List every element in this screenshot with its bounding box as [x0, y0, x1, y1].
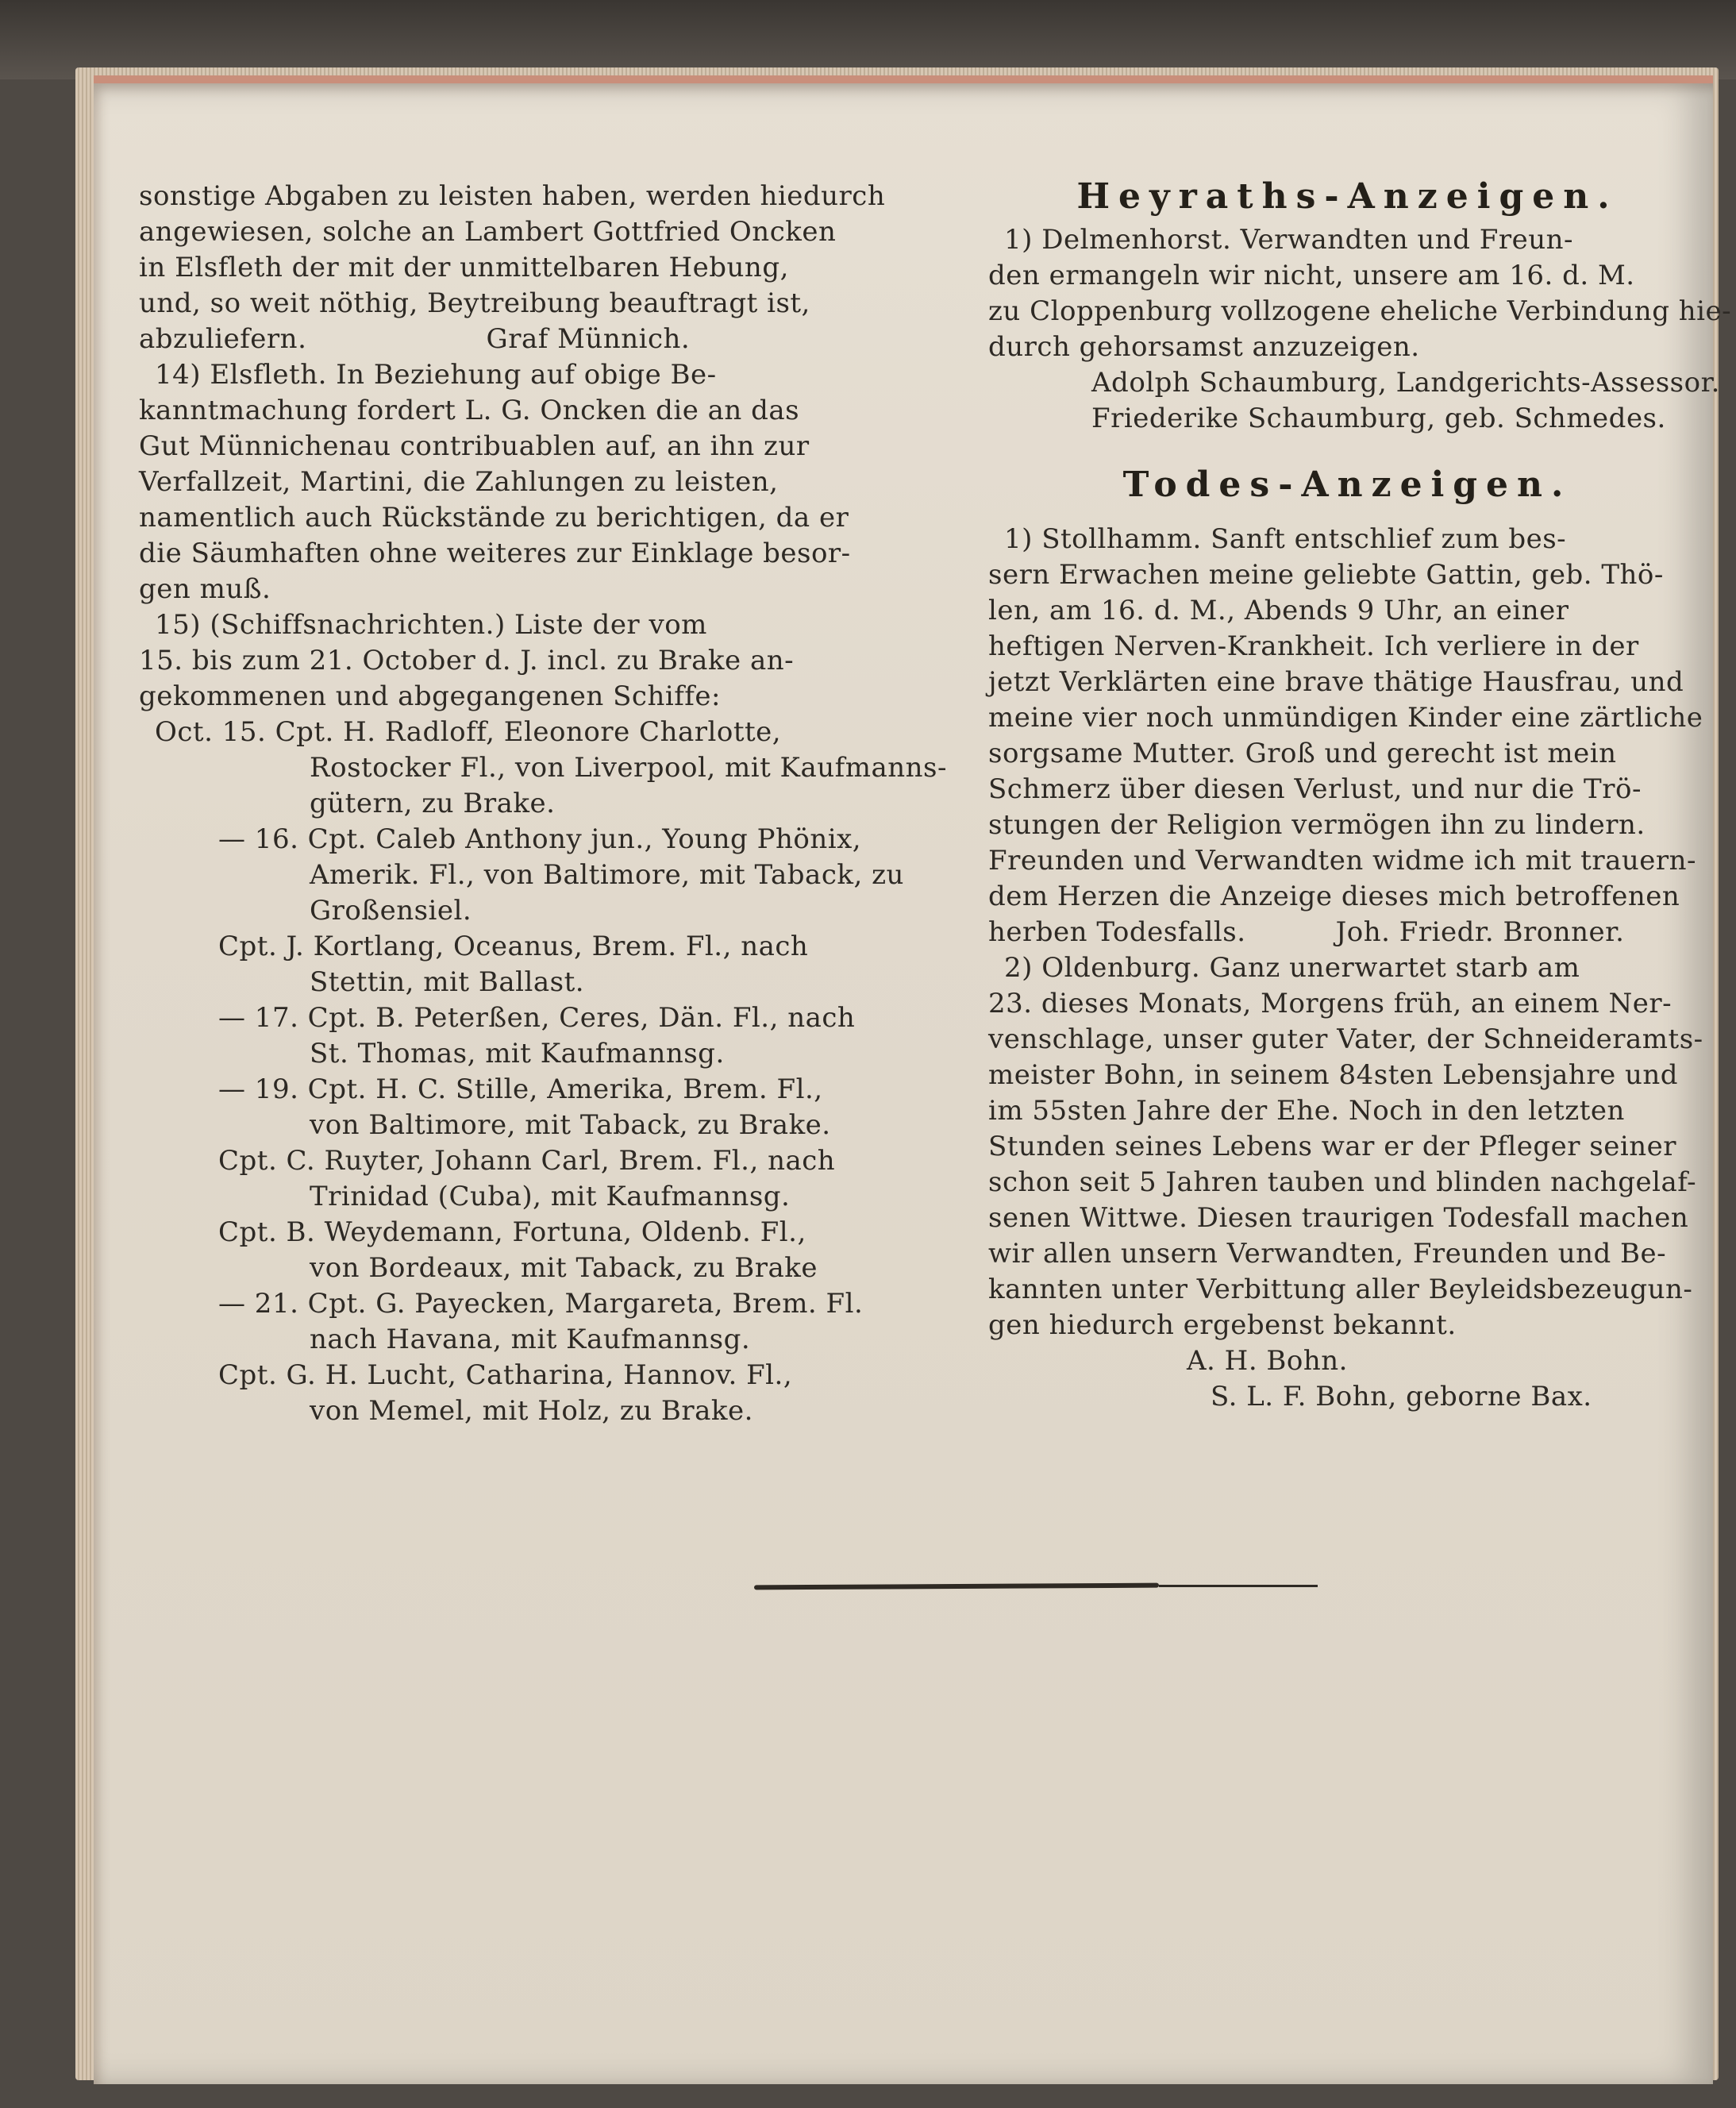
- death-notice-2: [988, 950, 1707, 1415]
- signature-line: Adolph Schaumburg, Landgerichts-Assessor.: [1091, 367, 1720, 399]
- ship-entry-line: Amerik. Fl., von Baltimore, mit Taback, zu: [310, 859, 904, 891]
- death-heading: Todes-Anzeigen.: [1122, 464, 1572, 505]
- text-line: kannten unter Verbittung aller Beyleidsbezeugun-: [988, 1274, 1693, 1305]
- ship-entry: [139, 1358, 957, 1429]
- ship-entry-line: — 19. Cpt. H. C. Stille, Amerika, Brem. Fl.,: [218, 1073, 823, 1105]
- ship-entry-line: — 16. Cpt. Caleb Anthony jun., Young Phönix,: [218, 823, 862, 855]
- text-line: 23. dieses Monats, Morgens früh, an einem Ner-: [988, 988, 1672, 1019]
- text-line: Stunden seines Lebens war er der Pfleger seiner: [988, 1131, 1676, 1162]
- ship-entry-line: Oct. 15. Cpt. H. Radloff, Eleonore Charlotte,: [155, 716, 782, 748]
- text-line: durch gehorsamst anzuzeigen.: [988, 331, 1420, 363]
- text-line: Schmerz über diesen Verlust, und nur die Trö-: [988, 773, 1642, 805]
- text-line: wir allen unsern Verwandten, Freunden und Be-: [988, 1238, 1667, 1270]
- ship-entry-line: Trinidad (Cuba), mit Kaufmannsg.: [310, 1181, 791, 1212]
- text-line: kanntmachung fordert L. G. Oncken die an das: [139, 395, 800, 426]
- ship-entry-line: von Bordeaux, mit Taback, zu Brake: [310, 1252, 818, 1284]
- ship-entry-line: Cpt. B. Weydemann, Fortuna, Oldenb. Fl.,: [218, 1216, 806, 1248]
- section-rule-tail: [1159, 1585, 1318, 1587]
- ship-entry-line: von Memel, mit Holz, zu Brake.: [310, 1395, 753, 1427]
- text-line: namentlich auch Rückstände zu berichtigen, da er: [139, 502, 849, 534]
- text-line: dem Herzen die Anzeige dieses mich betroffenen: [988, 881, 1680, 912]
- text-line: herben Todesfalls. Joh. Friedr. Bronner.: [988, 916, 1625, 948]
- ship-entry-line: nach Havana, mit Kaufmannsg.: [310, 1324, 751, 1355]
- text-line: abzuliefern. Graf Münnich.: [139, 323, 691, 355]
- ship-entry: [139, 929, 957, 1000]
- text-line: venschlage, unser guter Vater, der Schneideramts-: [988, 1023, 1703, 1055]
- text-line: und, so weit nöthig, Beytreibung beauftragt ist,: [139, 287, 810, 319]
- ship-entry-line: — 21. Cpt. G. Payecken, Margareta, Brem. Fl.: [218, 1288, 864, 1320]
- text-line: im 55sten Jahre der Ehe. Noch in den letzten: [988, 1095, 1625, 1127]
- item-14-paragraph: [139, 357, 957, 607]
- ship-entry-line: Cpt. G. H. Lucht, Catharina, Hannov. Fl.,: [218, 1359, 793, 1391]
- marriage-heading: Heyraths-Anzeigen.: [1076, 176, 1619, 217]
- death-notice-1: [988, 522, 1707, 950]
- text-line: 14) Elsfleth. In Beziehung auf obige Be-: [155, 359, 717, 391]
- text-line: angewiesen, solche an Lambert Gottfried Oncken: [139, 216, 837, 248]
- signature-line: Friederike Schaumburg, geb. Schmedes.: [1091, 403, 1666, 434]
- ship-entry-line: Großensiel.: [310, 895, 472, 927]
- ship-entry-line: gütern, zu Brake.: [310, 788, 556, 819]
- text-line: Gut Münnichenau contribuablen auf, an ihn zur: [139, 430, 810, 462]
- text-line: 15) (Schiffsnachrichten.) Liste der vom: [155, 609, 707, 641]
- ship-entry: [139, 1072, 957, 1143]
- text-line: len, am 16. d. M., Abends 9 Uhr, an einer: [988, 595, 1569, 626]
- text-line: gen muß.: [139, 573, 271, 605]
- ship-entry: [139, 715, 957, 822]
- text-line: den ermangeln wir nicht, unsere am 16. d. M.: [988, 260, 1635, 291]
- ship-entry: [139, 1143, 957, 1215]
- text-line: gekommenen und abgegangenen Schiffe:: [139, 680, 721, 712]
- signature-line: S. L. F. Bohn, geborne Bax.: [1211, 1381, 1592, 1412]
- text-line: sonstige Abgaben zu leisten haben, werden hiedurch: [139, 180, 886, 212]
- text-line: sorgsame Mutter. Groß und gerecht ist mein: [988, 738, 1617, 769]
- right-column: [988, 176, 1732, 1415]
- text-line: 15. bis zum 21. October d. J. incl. zu Brake an-: [139, 645, 795, 676]
- text-line: die Säumhaften ohne weiteres zur Einklage besor-: [139, 538, 851, 569]
- ship-entry-line: von Baltimore, mit Taback, zu Brake.: [310, 1109, 831, 1141]
- ship-entry-line: Cpt. J. Kortlang, Oceanus, Brem. Fl., nach: [218, 931, 809, 962]
- text-line: schon seit 5 Jahren tauben und blinden nachgelaf-: [988, 1166, 1697, 1198]
- marriage-notice: [988, 222, 1732, 437]
- ship-entry-line: Cpt. C. Ruyter, Johann Carl, Brem. Fl., nach: [218, 1145, 836, 1177]
- text-line: jetzt Verklärten eine brave thätige Hausfrau, und: [988, 666, 1684, 698]
- text-line: Verfallzeit, Martini, die Zahlungen zu leisten,: [139, 466, 779, 498]
- left-column: [139, 179, 957, 1429]
- item-15-paragraph: [139, 607, 957, 715]
- text-line: 1) Stollhamm. Sanft entschlief zum bes-: [1004, 523, 1567, 555]
- text-line: meister Bohn, in seinem 84sten Lebensjahre und: [988, 1059, 1679, 1091]
- text-line: in Elsfleth der mit der unmittelbaren Hebung,: [139, 252, 789, 283]
- text-line: zu Cloppenburg vollzogene eheliche Verbindung hie-: [988, 295, 1732, 327]
- text-line: meine vier noch unmündigen Kinder eine zärtliche: [988, 702, 1703, 734]
- ship-entry-line: St. Thomas, mit Kaufmannsg.: [310, 1038, 725, 1069]
- text-line: sern Erwachen meine geliebte Gattin, geb. Thö-: [988, 559, 1664, 591]
- text-line: Freunden und Verwandten widme ich mit trauern-: [988, 845, 1697, 877]
- ship-list: [139, 715, 957, 1429]
- ship-entry: [139, 1286, 957, 1358]
- signature-line: A. H. Bohn.: [1187, 1345, 1348, 1377]
- text-line: heftigen Nerven-Krankheit. Ich verliere in der: [988, 630, 1639, 662]
- ship-entry-line: — 17. Cpt. B. Peterßen, Ceres, Dän. Fl., nach: [218, 1002, 856, 1034]
- text-line: gen hiedurch ergebenst bekannt.: [988, 1309, 1457, 1341]
- ship-entry: [139, 822, 957, 929]
- ship-entry: [139, 1000, 957, 1072]
- ship-entry-line: Stettin, mit Ballast.: [310, 966, 585, 998]
- text-line: 1) Delmenhorst. Verwandten und Freun-: [1004, 224, 1574, 256]
- ship-entry: [139, 1215, 957, 1286]
- intro-paragraph: [139, 179, 957, 357]
- text-line: stungen der Religion vermögen ihn zu lindern.: [988, 809, 1646, 841]
- ship-entry-line: Rostocker Fl., von Liverpool, mit Kaufmanns-: [310, 752, 947, 784]
- text-line: 2) Oldenburg. Ganz unerwartet starb am: [1004, 952, 1580, 984]
- text-line: senen Wittwe. Diesen traurigen Todesfall machen: [988, 1202, 1689, 1234]
